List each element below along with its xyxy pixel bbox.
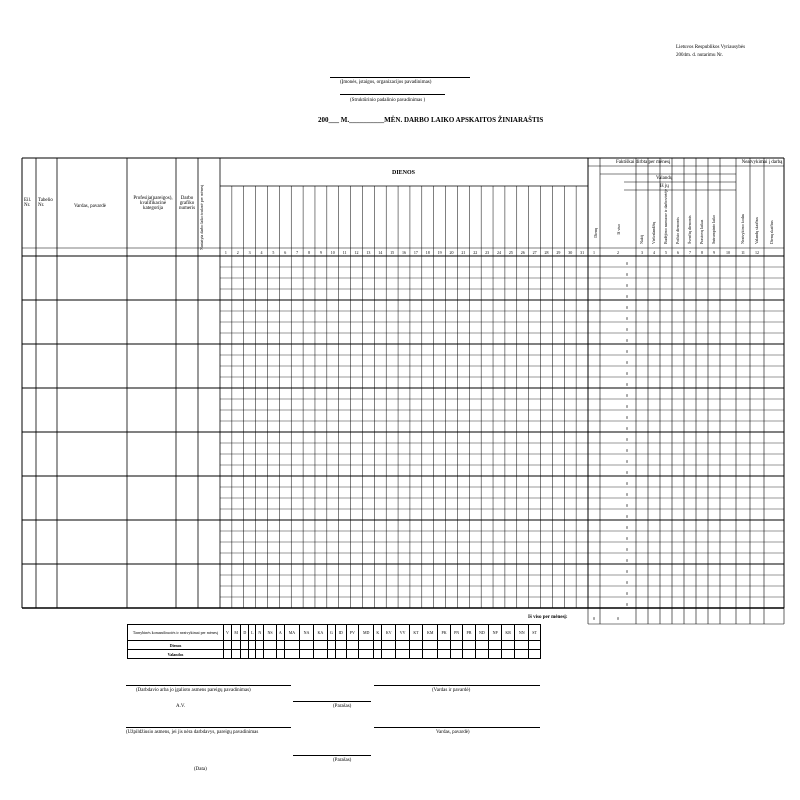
name2-caption: Vardas, pavardė) xyxy=(436,730,470,735)
day-number: 7 xyxy=(296,250,299,255)
day-number: 20 xyxy=(449,250,454,255)
zero-value: 0 xyxy=(626,283,628,288)
zero-value: 0 xyxy=(626,261,628,266)
is-viso-per-menesi: Iš viso per mėnesį: xyxy=(528,615,568,620)
sub-col-header: Poilsio dienomis xyxy=(675,217,680,244)
zero-value: 0 xyxy=(626,404,628,409)
zero-value: 0 xyxy=(626,305,628,310)
zero-value: 0 xyxy=(626,470,628,475)
zero-value: 0 xyxy=(626,426,628,431)
day-number: 21 xyxy=(461,250,466,255)
parasas2-line xyxy=(293,755,371,756)
day-number: 18 xyxy=(425,250,430,255)
codes-table xyxy=(127,624,541,659)
zero-value: 0 xyxy=(626,338,628,343)
right-col-number: 1 xyxy=(593,250,595,255)
authorized-caption: (Užpildžiusio asmens, jei jis nėra darbdavys, pareigų pavadinimas xyxy=(126,730,259,735)
day-number: 11 xyxy=(342,250,347,255)
zero-value: 0 xyxy=(626,393,628,398)
right-col-number: 9 xyxy=(713,250,715,255)
code-cell: A xyxy=(276,625,284,641)
zero-value: 0 xyxy=(626,525,628,530)
zero-value: 0 xyxy=(626,448,628,453)
day-number: 8 xyxy=(308,250,311,255)
col-norma-header: Nustatyta darbo laiko trukmė per mėnesį xyxy=(199,184,204,250)
day-number: 31 xyxy=(580,250,585,255)
code-cell: PK xyxy=(438,625,451,641)
zero-value: 0 xyxy=(626,580,628,585)
day-number: 14 xyxy=(378,250,383,255)
employer-line xyxy=(126,685,291,686)
codes-row-dienos: Dienos xyxy=(128,641,224,650)
code-cell: NN xyxy=(515,625,529,641)
code-cell: MD xyxy=(359,625,374,641)
authorized-line xyxy=(126,727,291,728)
approval-line-2: 2004m. d. nutarimu Nr. xyxy=(676,53,723,58)
right-col-number: 5 xyxy=(665,250,667,255)
faktiskai-header: Faktiškai dirbta per mėnesį xyxy=(616,160,671,165)
sub-col-header: Naktį xyxy=(639,235,644,244)
zero-value: 0 xyxy=(626,360,628,365)
zero-value: 0 xyxy=(626,316,628,321)
zero-value: 0 xyxy=(626,591,628,596)
code-cell: ST xyxy=(529,625,541,641)
approval-line-1: Lietuvos Respublikos Vyriausybės xyxy=(676,45,746,50)
code-cell: KA xyxy=(313,625,327,641)
name1-caption: (Vardas ir pavardė) xyxy=(432,688,471,693)
sub-is-viso: Iš viso xyxy=(616,224,621,235)
day-number: 4 xyxy=(260,250,263,255)
zero-value: 0 xyxy=(626,503,628,508)
zero-value: 0 xyxy=(626,569,628,574)
dienos-header: DIENOS xyxy=(392,170,416,176)
col-eil-header: Eil. Nr. xyxy=(24,198,32,208)
code-cell: N xyxy=(256,625,264,641)
neatvykimai-sub-header: Dienų skaičius xyxy=(769,220,774,244)
name2-line xyxy=(374,727,540,728)
zero-value: 0 xyxy=(626,371,628,376)
code-cell: KV xyxy=(382,625,396,641)
day-number: 3 xyxy=(248,250,251,255)
code-cell: PV xyxy=(346,625,359,641)
code-cell: V xyxy=(224,625,232,641)
division-caption: (Struktūrinio padalinio pavadinimas ) xyxy=(350,98,426,103)
zero-value: 0 xyxy=(626,327,628,332)
date-caption: (Data) xyxy=(194,767,207,772)
right-col-number: 11 xyxy=(741,250,745,255)
right-col-number: 4 xyxy=(653,250,655,255)
day-number: 30 xyxy=(568,250,573,255)
code-cell: MA xyxy=(284,625,299,641)
zero-value: 0 xyxy=(626,602,628,607)
code-cell: G xyxy=(327,625,335,641)
parasas1-caption: (Parašas) xyxy=(333,704,352,709)
sub-dienu: Dienų xyxy=(593,228,598,238)
parasas1-line xyxy=(293,701,371,702)
parasas2-caption: (Parašas) xyxy=(333,758,352,763)
day-number: 23 xyxy=(485,250,490,255)
neatvykimai-sub-header: Neatvykimo kodas xyxy=(740,213,745,244)
neatvykimai-sub-header: Valandų skaičius xyxy=(754,217,759,244)
name1-line xyxy=(374,685,540,686)
right-col-number: 6 xyxy=(677,250,679,255)
col-grafikas-header: Darbo grafiko numeris xyxy=(178,196,196,211)
zero-value: 0 xyxy=(626,514,628,519)
company-caption: (Įmonės, įstaigos, organizacijos pavadinimas) xyxy=(340,80,432,85)
zero-value: 0 xyxy=(626,536,628,541)
code-cell: NS xyxy=(264,625,277,641)
right-col-number: 3 xyxy=(641,250,643,255)
day-number: 24 xyxy=(496,250,501,255)
code-cell: D xyxy=(241,625,249,641)
day-number: 15 xyxy=(390,250,395,255)
col-profesija-header: Profesija(pareigos), kvalifikacinė kategorija xyxy=(133,196,173,211)
day-number: 19 xyxy=(437,250,442,255)
sub-col-header: Budėjimo namuose ir darbovietėje xyxy=(663,188,668,244)
day-number: 6 xyxy=(284,250,287,255)
day-number: 17 xyxy=(413,250,418,255)
day-number: 26 xyxy=(520,250,525,255)
right-col-number: 2 xyxy=(617,250,619,255)
day-number: 25 xyxy=(508,250,513,255)
right-col-number: 10 xyxy=(726,250,730,255)
day-number: 12 xyxy=(354,250,359,255)
zero-value: 0 xyxy=(626,558,628,563)
right-col-number: 8 xyxy=(701,250,703,255)
zero-value: 0 xyxy=(626,492,628,497)
right-col-number: 7 xyxy=(689,250,691,255)
total-zero-dienu: 0 xyxy=(593,616,595,621)
day-number: 27 xyxy=(532,250,537,255)
day-number: 16 xyxy=(402,250,406,255)
page-title: 200___ M.__________MĖN. DARBO LAIKO APSKAITOS ŽINIARAŠTIS xyxy=(318,116,544,124)
code-cell: KR xyxy=(501,625,514,641)
zero-value: 0 xyxy=(626,437,628,442)
day-number: 9 xyxy=(319,250,322,255)
day-number: 13 xyxy=(366,250,371,255)
zero-value: 0 xyxy=(626,294,628,299)
right-col-number: 12 xyxy=(755,250,759,255)
code-cell: PB xyxy=(463,625,475,641)
code-cell: L xyxy=(249,625,256,641)
day-number: 22 xyxy=(473,250,478,255)
zero-value: 0 xyxy=(626,349,628,354)
day-number: 1 xyxy=(224,250,227,255)
day-number: 5 xyxy=(272,250,275,255)
code-cell: VV xyxy=(396,625,410,641)
code-cell: ND xyxy=(475,625,489,641)
is-jo-header: Iš jų xyxy=(660,184,669,189)
sub-col-header: Švenčių dienomis xyxy=(687,215,692,244)
code-cell: NA xyxy=(300,625,314,641)
sub-col-header: Viršvalandžių xyxy=(651,221,656,244)
codes-caption: Tarnybinės komandiruotės ir neatvykimai per mėnesį xyxy=(128,625,224,641)
zero-value: 0 xyxy=(626,415,628,420)
code-cell: KM xyxy=(423,625,438,641)
day-number: 29 xyxy=(556,250,561,255)
day-number: 28 xyxy=(544,250,549,255)
codes-row-valandos: Valandos xyxy=(128,650,224,659)
code-cell: K xyxy=(374,625,382,641)
zero-value: 0 xyxy=(626,272,628,277)
zero-value: 0 xyxy=(626,459,628,464)
employer-caption: (Darbdavio arba jo įgalioto asmens pareigų pavadinimas) xyxy=(136,688,251,693)
code-cell: KT xyxy=(410,625,423,641)
day-number: 10 xyxy=(330,250,335,255)
total-zero-is-viso: 0 xyxy=(617,616,619,621)
code-cell: M xyxy=(231,625,240,641)
zero-value: 0 xyxy=(626,547,628,552)
col-vardas-header: Vardas, pavardė xyxy=(74,204,106,209)
code-cell: PN xyxy=(450,625,463,641)
code-cell: NP xyxy=(489,625,502,641)
neatvykimai-header: Neatvykimai į darbą xyxy=(741,160,783,165)
code-cell: ID xyxy=(335,625,346,641)
zero-value: 0 xyxy=(626,481,628,486)
zero-value: 0 xyxy=(626,382,628,387)
col-tabelio-header: Tabelio Nr. xyxy=(38,198,53,208)
sub-col-header: Sutrumpinto laiko xyxy=(711,215,716,244)
sub-col-header: Prastovų laikas xyxy=(699,219,704,244)
day-number: 2 xyxy=(236,250,239,255)
valandu-header: Valandų xyxy=(656,176,673,181)
stamp-caption: A.V. xyxy=(176,704,186,709)
